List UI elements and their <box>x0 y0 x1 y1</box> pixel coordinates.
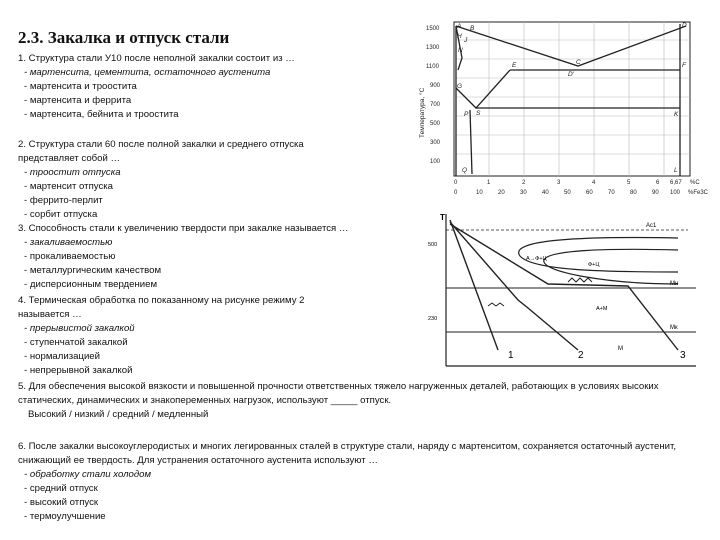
svg-text:3: 3 <box>680 350 686 361</box>
svg-text:Ac1: Ac1 <box>646 223 657 229</box>
svg-text:1100: 1100 <box>426 64 439 70</box>
svg-text:2: 2 <box>522 180 526 186</box>
svg-text:A: A <box>457 23 462 30</box>
question-4 <box>18 294 305 378</box>
question-4-text-cont: называется … <box>18 309 82 320</box>
svg-text:80: 80 <box>630 190 637 196</box>
svg-text:4: 4 <box>592 180 596 186</box>
svg-text:C: C <box>576 59 581 66</box>
diagram-frame <box>454 22 690 176</box>
svg-text:3: 3 <box>557 180 561 186</box>
svg-text:Ф+Ц: Ф+Ц <box>588 262 600 268</box>
svg-text:D': D' <box>568 71 574 78</box>
svg-text:B: B <box>470 25 475 32</box>
question-6-option-2[interactable]: - средний отпуск <box>24 483 98 494</box>
svg-text:%Fe3C: %Fe3C <box>688 190 709 196</box>
svg-text:1: 1 <box>508 350 514 361</box>
svg-text:P: P <box>464 111 469 118</box>
svg-text:G: G <box>457 83 463 90</box>
question-3 <box>18 222 348 292</box>
question-6 <box>18 440 688 524</box>
question-3-option-4[interactable]: - дисперсионным твердением <box>24 279 158 290</box>
svg-text:900: 900 <box>430 83 441 89</box>
svg-text:%C: %C <box>690 180 700 186</box>
question-2-option-1[interactable]: - троостит отпуска <box>24 167 121 178</box>
svg-text:E: E <box>512 62 517 69</box>
page-title: 2.3. Закалка и отпуск стали <box>18 28 230 47</box>
question-4-option-3[interactable]: - нормализацией <box>24 351 101 362</box>
svg-text:A→Ф+Ц: A→Ф+Ц <box>526 256 547 262</box>
svg-text:K: K <box>674 111 679 118</box>
question-1-option-4[interactable]: - мартенсита, бейнита и троостита <box>24 109 179 120</box>
finish-curve <box>544 249 678 284</box>
svg-text:S: S <box>476 110 481 117</box>
svg-text:J: J <box>464 37 468 44</box>
isothermal-transformation-diagram <box>428 210 698 368</box>
svg-text:60: 60 <box>586 190 593 196</box>
iron-carbon-diagram <box>418 18 710 196</box>
svg-text:500: 500 <box>430 121 441 127</box>
question-2-option-3[interactable]: - феррито-перлит <box>24 195 103 206</box>
svg-text:N: N <box>458 47 463 54</box>
question-6-option-4[interactable]: - термоулучшение <box>24 511 106 522</box>
svg-text:D: D <box>682 22 687 29</box>
svg-text:F: F <box>682 62 686 69</box>
cooling-curve-3 <box>450 224 678 350</box>
svg-text:6,67: 6,67 <box>670 180 682 186</box>
question-6-option-3[interactable]: - высокий отпуск <box>24 497 99 508</box>
question-5 <box>18 380 688 422</box>
question-1-option-2[interactable]: - мартенсита и троостита <box>24 81 137 92</box>
svg-text:L: L <box>674 167 678 174</box>
question-3-option-1[interactable]: - закаливаемостью <box>24 237 113 248</box>
svg-text:500: 500 <box>428 242 438 248</box>
svg-text:100: 100 <box>670 190 681 196</box>
svg-text:1300: 1300 <box>426 45 440 51</box>
svg-text:50: 50 <box>564 190 571 196</box>
question-4-option-4[interactable]: - непрерывной закалкой <box>24 365 133 376</box>
question-2 <box>18 138 304 222</box>
svg-text:Mк: Mк <box>670 325 678 331</box>
svg-text:5: 5 <box>627 180 631 186</box>
svg-text:700: 700 <box>430 102 441 108</box>
cooling-curve-2 <box>450 222 578 350</box>
question-2-option-2[interactable]: - мартенсит отпуска <box>24 181 113 192</box>
question-4-option-2[interactable]: - ступенчатой закалкой <box>24 337 128 348</box>
question-2-option-4[interactable]: - сорбит отпуска <box>24 209 98 220</box>
svg-text:Mн: Mн <box>670 281 679 287</box>
svg-text:1500: 1500 <box>426 26 440 32</box>
question-2-text-cont: представляет собой … <box>18 153 121 164</box>
question-3-text: 3. Способность стали к увеличению твердости при закалке называется … <box>18 223 349 234</box>
question-1-option-3[interactable]: - мартенсита и феррита <box>24 95 132 106</box>
question-5-choices[interactable]: Высокий / низкий / средний / медленный <box>28 409 209 420</box>
svg-text:A+M: A+M <box>596 306 608 312</box>
question-1 <box>18 52 295 122</box>
svg-text:H: H <box>457 33 462 40</box>
svg-text:0: 0 <box>454 180 458 186</box>
svg-text:70: 70 <box>608 190 615 196</box>
svg-text:230: 230 <box>428 316 438 322</box>
svg-text:30: 30 <box>520 190 527 196</box>
svg-text:6: 6 <box>656 180 660 186</box>
diagram1-y-label: Температура, °С <box>419 87 426 138</box>
svg-text:0: 0 <box>454 190 458 196</box>
svg-text:T: T <box>440 213 445 222</box>
question-3-option-2[interactable]: - прокаливаемостью <box>24 251 116 262</box>
svg-text:2: 2 <box>578 350 584 361</box>
svg-text:1: 1 <box>487 180 491 186</box>
svg-text:300: 300 <box>430 140 441 146</box>
question-4-option-1[interactable]: - прерывистой закалкой <box>24 323 135 334</box>
svg-text:90: 90 <box>652 190 659 196</box>
question-4-text: 4. Термическая обработка по показанному на рисунке режиму 2 <box>18 295 305 306</box>
question-1-option-1[interactable]: - мартенсита, цементита, остаточного аустенита <box>24 67 271 78</box>
svg-text:M: M <box>618 346 623 352</box>
svg-text:100: 100 <box>430 159 441 165</box>
svg-text:Q: Q <box>462 167 468 174</box>
svg-text:20: 20 <box>498 190 505 196</box>
question-2-text: 2. Структура стали 60 после полной закалки и среднего отпуска <box>18 139 304 150</box>
question-6-option-1[interactable]: - обработку стали холодом <box>24 469 152 480</box>
question-1-text: 1. Структура стали У10 после неполной закалки состоит из … <box>18 53 295 64</box>
question-5-text: 5. Для обеспечения высокой вязкости и повышенной прочности ответственных тяжело нагруженных деталей, работающих в условиях высоких статических, динамических и знакопеременных нагрузок, используют _____ отпуск. <box>18 381 659 406</box>
svg-text:10: 10 <box>476 190 483 196</box>
svg-text:40: 40 <box>542 190 549 196</box>
question-6-text: 6. После закалки высокоуглеродистых и многих легированных сталей в структуре стали, наряду с мартенситом, сохраняется остаточный аустенит, снижающий ее твердость. Для устранения остаточного аустенита используют … <box>18 441 677 466</box>
question-3-option-3[interactable]: - металлургическим качеством <box>24 265 162 276</box>
